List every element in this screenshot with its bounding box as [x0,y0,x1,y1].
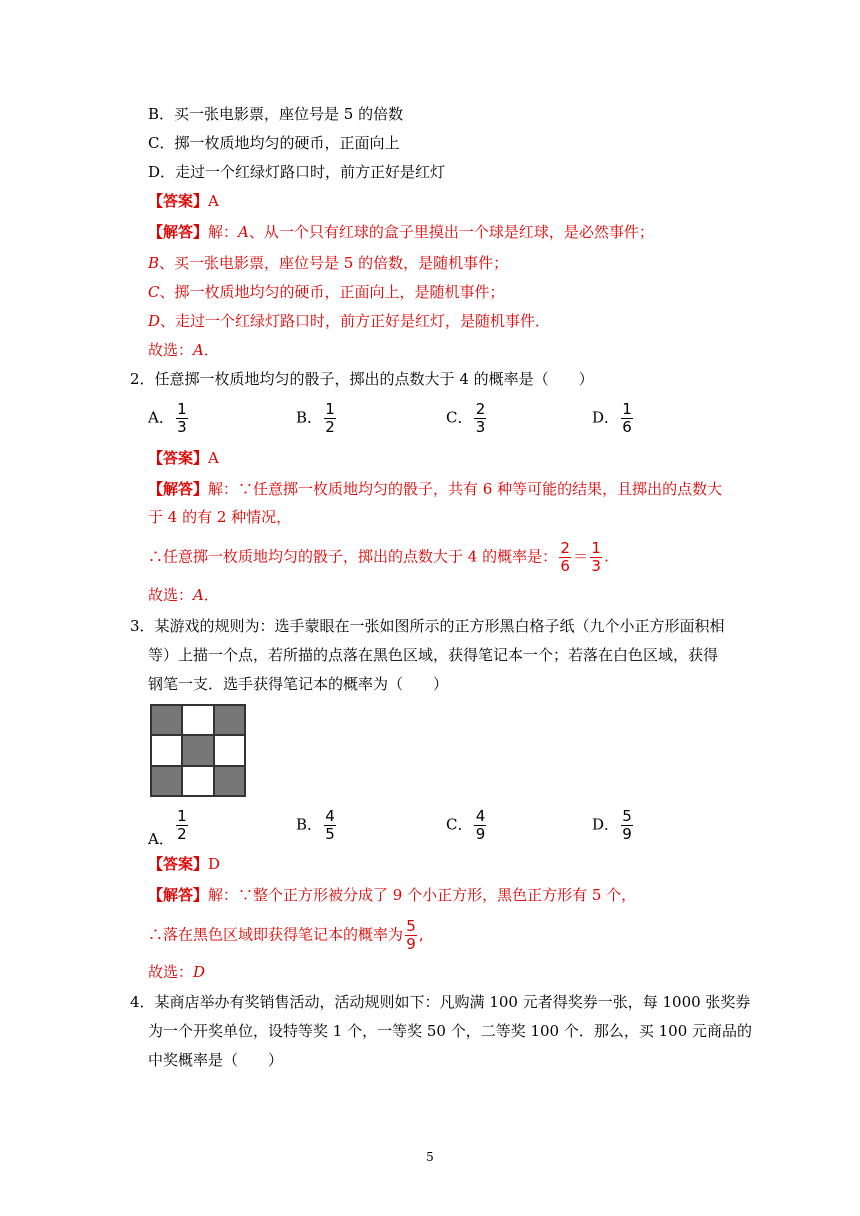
q3-option-b [296,808,338,843]
text: 故选： [148,586,194,604]
grid-cell-black [151,766,182,796]
q2-option-d [592,401,635,436]
numerator: 1 [622,400,632,418]
denominator: 5 [325,825,335,843]
q1-choose [148,339,219,361]
option-label: C． [446,408,473,427]
answer-value: A [208,192,219,210]
text: C [148,283,160,301]
numerator: 1 [591,539,601,557]
text: B [148,254,160,272]
q2-solution-line2: 于 4 的有 2 种情况， [148,508,292,526]
option-label: B． [296,815,323,834]
solution-tag: 【解答】 [148,480,209,498]
q3-option-d [592,808,635,843]
option-fraction [324,808,336,843]
numerator: 1 [325,400,335,418]
text: 、从一个只有红球的盒子里摸出一个球是红球，是必然事件； [248,223,654,241]
solution-tag: 【解答】 [148,886,209,904]
denominator: 9 [475,825,486,843]
answer-tag: 【答案】 [148,855,209,873]
grid-cell-white [182,705,213,735]
text: . [604,547,609,566]
q1-option-d: D．走过一个红绿灯路口时，前方正好是红灯 [148,163,446,181]
q1-option-c: C．掷一枚质地均匀的硬币，正面向上 [148,134,400,152]
text: 解：∵任意掷一枚质地均匀的骰子，共有 6 种等可能的结果，且掷出的点数大 [208,480,723,498]
text: ∴落在黑色区域即获得笔记本的概率为 [148,925,404,944]
grid-cell-black [214,705,245,735]
text: 、走过一个红绿灯路口时，前方正好是红灯，是随机事件． [160,312,551,330]
text: A [193,586,204,604]
q1-option-b: B．买一张电影票，座位号是 5 的倍数 [148,105,404,123]
text: ＝ [573,547,589,566]
text: ． [203,586,219,604]
text: , [419,925,424,944]
page-number: 5 [426,1150,434,1164]
option-label: A． [148,408,174,427]
answer-tag: 【答案】 [148,449,209,467]
q1-solution-line1 [148,221,654,243]
q2-answer [148,447,219,469]
option-label: C． [446,815,473,834]
option-label: A． [148,829,174,848]
q2-choose [148,584,219,606]
option-fraction [324,401,336,436]
q2-stem: 2．任意掷一枚质地均匀的骰子，掷出的点数大于 4 的概率是（ ） [130,370,594,388]
q2-option-a [148,401,190,436]
text: ∴任意掷一枚质地均匀的骰子，掷出的点数大于 4 的概率是： [148,547,558,566]
numerator: 5 [622,807,632,825]
grid-cell-black [182,735,213,765]
text: 解： [208,223,239,241]
option-label: B． [296,408,323,427]
q3-stem-line1: 3．某游戏的规则为：选手蒙眼在一张如图所示的正方形黑白格子纸（九个小正方形面积相 [130,617,725,635]
solution-fraction [559,540,571,575]
denominator: 6 [560,557,570,575]
text: D [148,312,161,330]
solution-fraction [590,540,602,575]
q3-option-a [148,807,190,848]
text: A [193,341,204,359]
numerator: 4 [475,807,486,825]
denominator: 9 [406,935,416,953]
q2-option-b [296,401,338,436]
q3-stem-line3: 钢笔一支．选手获得笔记本的概率为（ ） [148,675,449,693]
answer-value: D [208,855,221,873]
text: 、掷一枚质地均匀的硬币，正面向上，是随机事件； [159,283,505,301]
option-fraction [621,808,633,843]
denominator: 9 [622,825,632,843]
text: ． [203,341,219,359]
grid-cell-white [151,735,182,765]
denominator: 3 [591,557,601,575]
text: D [193,963,206,981]
denominator: 2 [325,418,335,436]
answer-tag: 【答案】 [148,192,209,210]
option-label: D． [592,408,620,427]
text: 故选： [148,341,194,359]
grid-cell-white [182,766,213,796]
numerator: 2 [475,400,486,418]
q4-stem-line1: 4．某商店举办有奖销售活动，活动规则如下：凡购满 100 元者得奖券一张，每 1000 张奖券 [130,993,751,1011]
option-fraction [474,808,486,843]
q1-solution-line2 [148,252,508,274]
q3-solution-line2 [148,918,424,953]
text: 故选： [148,963,194,981]
q3-answer [148,853,220,875]
q3-option-c [446,808,488,843]
option-label: D． [592,815,620,834]
q4-stem-line2: 为一个开奖单位，设特等奖 1 个，一等奖 50 个，二等奖 100 个．那么，买 100 元商品的 [148,1022,753,1040]
denominator: 6 [622,418,632,436]
q2-solution-line3 [148,540,609,575]
answer-value: A [208,449,219,467]
solution-fraction [405,918,417,953]
grid-cell-white [214,735,245,765]
numerator: 1 [177,807,187,825]
q3-solution-line1 [148,884,636,906]
q1-solution-line3 [148,281,505,303]
denominator: 3 [177,418,187,436]
text: 、买一张电影票，座位号是 5 的倍数，是随机事件； [159,254,509,272]
q2-solution-line1 [148,478,722,500]
grid-cell-black [151,705,182,735]
grid-cell-black [214,766,245,796]
q3-choose [148,961,205,983]
q4-stem-line3: 中奖概率是（ ） [148,1051,284,1069]
numerator: 1 [177,400,187,418]
option-fraction [474,401,486,436]
denominator: 3 [475,418,486,436]
denominator: 2 [177,825,187,843]
option-fraction [176,808,188,843]
q3-stem-line2: 等）上描一个点，若所描的点落在黑色区域，获得笔记本一个；若落在白色区域，获得 [148,646,719,664]
q1-answer [148,190,219,212]
q1-solution-line4 [148,310,550,332]
checker-grid-figure [150,704,246,797]
option-fraction [176,401,188,436]
numerator: 4 [325,807,335,825]
solution-tag: 【解答】 [148,223,209,241]
text: A [238,223,249,241]
q2-option-c [446,401,488,436]
text: 解：∵整个正方形被分成了 9 个小正方形，黑色正方形有 5 个， [208,886,637,904]
numerator: 5 [406,917,416,935]
option-fraction [621,401,633,436]
numerator: 2 [560,539,570,557]
